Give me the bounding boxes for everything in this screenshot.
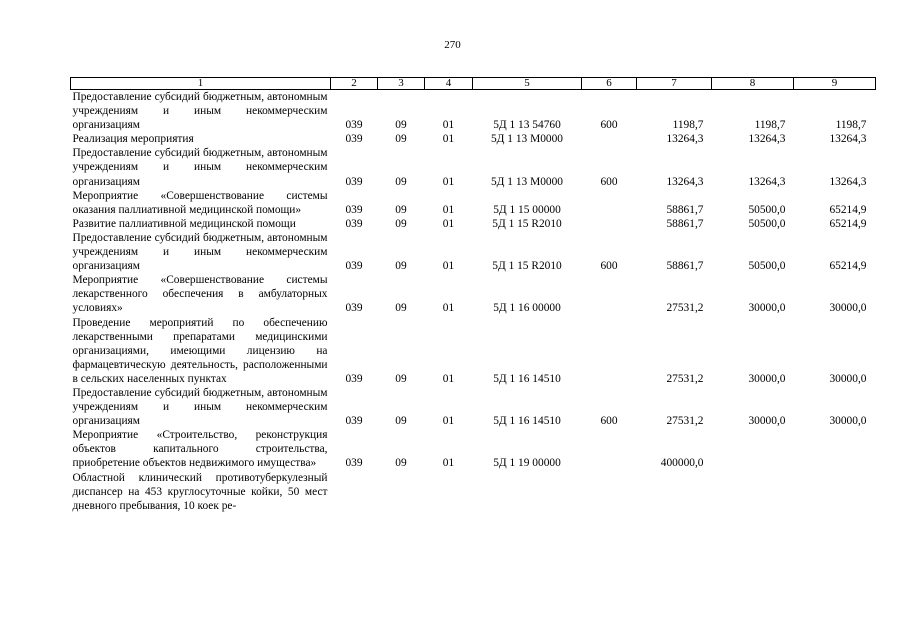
section-cell: 09 [395,457,407,470]
column-header: 5 [473,78,582,90]
amount-year2-cell [712,428,794,470]
amount-year3-cell [794,428,876,470]
table-row [71,146,876,188]
amount-year2-cell [712,471,794,513]
target-article-cell: 5Д 1 15 R2010 [492,260,562,273]
amount-year3-cell: 30000,0 [829,415,867,428]
amount-year1-cell: 1198,7 [672,119,704,132]
amount-year2-cell: 13264,3 [748,175,786,188]
column-header: 4 [425,78,473,90]
row-name-cell: Реализация мероприятия [72,133,194,146]
expense-type-cell: 600 [600,260,618,273]
table-row [71,471,876,513]
subsection-cell: 01 [442,203,455,216]
target-article-cell [473,471,582,513]
subsection-cell: 01 [442,302,455,315]
section-cell: 09 [395,260,407,273]
row-name-cell: Областной клинический противотуберкулезный диспансер на 453 круглосуточные койки, 50 мест дневного пребывания, 10 коек ре- [72,471,328,512]
table-row [71,132,876,146]
amount-year2-cell: 1198,7 [754,119,786,132]
target-article-cell: 5Д 1 13 М0000 [490,133,563,146]
amount-year3-cell: 65214,9 [829,217,867,230]
expense-type-cell: 600 [600,119,618,132]
amount-year1-cell: 58861,7 [666,203,704,216]
table-row [71,189,876,217]
row-name-cell: Предоставление субсидий бюджетным, автономным учреждениям и иным некоммерческим организациям [72,91,328,132]
section-cell: 09 [395,415,407,428]
subsection-cell: 01 [442,372,455,385]
amount-year3-cell [794,471,876,513]
column-header: 2 [331,78,378,90]
table-row [71,217,876,231]
subsection-cell: 01 [442,415,455,428]
amount-year3-cell: 30000,0 [829,372,867,385]
subsection-cell [425,471,473,513]
ministry-code-cell: 039 [345,119,363,132]
amount-year2-cell: 30000,0 [748,415,786,428]
amount-year2-cell: 50500,0 [748,203,786,216]
amount-year2-cell: 50500,0 [748,217,786,230]
subsection-cell: 01 [442,260,455,273]
expense-type-cell [582,316,637,386]
subsection-cell: 01 [442,175,455,188]
table-row [71,428,876,470]
amount-year1-cell: 13264,3 [666,133,704,146]
column-header: 8 [712,78,794,90]
amount-year3-cell: 1198,7 [835,119,867,132]
amount-year1-cell: 13264,3 [666,175,704,188]
expense-type-cell [582,189,637,217]
ministry-code-cell: 039 [345,415,363,428]
table-row [71,316,876,386]
section-cell: 09 [395,302,407,315]
subsection-cell: 01 [442,119,455,132]
row-name-cell: Мероприятие «Совершенствование системы лекарственного обеспечения в амбулаторных условиях» [72,274,328,315]
amount-year1-cell: 27531,2 [666,415,704,428]
target-article-cell: 5Д 1 19 00000 [493,457,561,470]
section-cell: 09 [395,372,407,385]
expense-type-cell [582,471,637,513]
amount-year2-cell: 50500,0 [748,260,786,273]
column-header: 9 [794,78,876,90]
section-cell: 09 [395,119,407,132]
table-row [71,231,876,273]
amount-year1-cell: 27531,2 [666,372,704,385]
table-row [71,90,876,133]
amount-year1-cell: 27531,2 [666,302,704,315]
expense-type-cell: 600 [600,175,618,188]
amount-year3-cell: 65214,9 [829,203,867,216]
row-name-cell: Мероприятие «Совершенствование системы оказания паллиативной медицинской помощи» [72,189,328,216]
amount-year3-cell: 13264,3 [829,133,867,146]
ministry-code-cell [331,471,378,513]
ministry-code-cell: 039 [345,175,363,188]
column-header: 6 [582,78,637,90]
expense-type-cell [582,273,637,315]
amount-year1-cell: 58861,7 [666,217,704,230]
ministry-code-cell: 039 [345,260,363,273]
ministry-code-cell: 039 [345,302,363,315]
column-header: 3 [378,78,425,90]
target-article-cell: 5Д 1 13 М0000 [490,175,563,188]
subsection-cell: 01 [442,133,455,146]
row-name-cell: Предоставление субсидий бюджетным, автономным учреждениям и иным некоммерческим организациям [72,147,328,188]
page-number: 270 [444,39,461,51]
amount-year2-cell: 13264,3 [748,133,786,146]
target-article-cell: 5Д 1 16 00000 [493,302,561,315]
target-article-cell: 5Д 1 13 54760 [493,119,561,132]
row-name-cell: Проведение мероприятий по обеспечению лекарственными препаратами медицинскими организациями, имеющими лицензию на фармацевтическую деятельность, расположенными в сельских населенных пунктах [72,316,328,385]
amount-year1-cell: 58861,7 [666,260,704,273]
amount-year1-cell: 400000,0 [660,457,704,470]
amount-year2-cell: 30000,0 [748,302,786,315]
target-article-cell: 5Д 1 16 14510 [493,415,561,428]
amount-year3-cell: 13264,3 [829,175,867,188]
expense-type-cell [582,217,637,231]
table-header-row [71,78,876,90]
expense-type-cell [582,428,637,470]
row-name-cell: Мероприятие «Строительство, реконструкция объектов капитального строительства, приобретение объектов недвижимого имущества» [72,429,328,470]
row-name-cell: Развитие паллиативной медицинской помощи [72,217,296,230]
section-cell: 09 [395,217,407,230]
ministry-code-cell: 039 [345,133,363,146]
column-header: 1 [71,78,331,90]
amount-year3-cell: 30000,0 [829,302,867,315]
ministry-code-cell: 039 [345,217,363,230]
subsection-cell: 01 [442,217,455,230]
section-cell: 09 [395,133,407,146]
budget-table [70,77,876,513]
row-name-cell: Предоставление субсидий бюджетным, автономным учреждениям и иным некоммерческим организациям [72,386,328,428]
column-header: 7 [637,78,712,90]
table-row [71,273,876,315]
ministry-code-cell: 039 [345,457,363,470]
expense-type-cell: 600 [600,415,618,428]
expense-type-cell [582,132,637,146]
ministry-code-cell: 039 [345,372,363,385]
target-article-cell: 5Д 1 15 00000 [493,203,561,216]
amount-year2-cell: 30000,0 [748,372,786,385]
section-cell: 09 [395,175,407,188]
ministry-code-cell: 039 [345,203,363,216]
section-cell: 09 [395,203,407,216]
section-cell [378,471,425,513]
target-article-cell: 5Д 1 16 14510 [493,372,561,385]
amount-year1-cell [637,471,712,513]
target-article-cell: 5Д 1 15 R2010 [492,217,562,230]
subsection-cell: 01 [442,457,455,470]
table-row [71,386,876,428]
amount-year3-cell: 65214,9 [829,260,867,273]
row-name-cell: Предоставление субсидий бюджетным, автономным учреждениям и иным некоммерческим организациям [72,231,328,273]
